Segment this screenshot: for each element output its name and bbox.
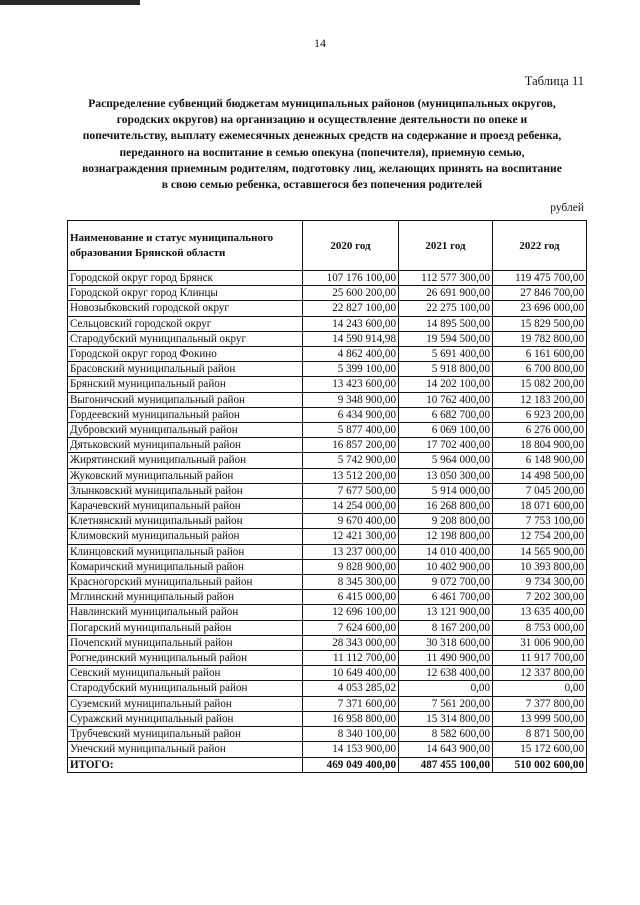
cell-name: Жуковский муниципальный район [68, 468, 303, 483]
cell-name: Рогнединский муниципальный район [68, 651, 303, 666]
cell-2021: 11 490 900,00 [399, 651, 493, 666]
cell-2020: 16 958 800,00 [303, 711, 399, 726]
cell-2020: 10 649 400,00 [303, 666, 399, 681]
cell-name: Унечский муниципальный район [68, 742, 303, 757]
cell-2021: 9 208 800,00 [399, 514, 493, 529]
cell-name: Городской округ город Фокино [68, 347, 303, 362]
cell-2021: 14 202 100,00 [399, 377, 493, 392]
total-label: ИТОГО: [68, 757, 303, 772]
cell-2020: 13 512 200,00 [303, 468, 399, 483]
table-row [68, 544, 587, 559]
cell-2022: 6 923 200,00 [493, 407, 587, 422]
cell-2021: 22 275 100,00 [399, 301, 493, 316]
cell-2021: 5 964 000,00 [399, 453, 493, 468]
cell-2022: 13 635 400,00 [493, 605, 587, 620]
cell-2022: 23 696 000,00 [493, 301, 587, 316]
cell-2022: 15 172 600,00 [493, 742, 587, 757]
table-row [68, 666, 587, 681]
table-row [68, 499, 587, 514]
cell-name: Почепский муниципальный район [68, 635, 303, 650]
cell-2022: 12 183 200,00 [493, 392, 587, 407]
cell-2022: 6 148 900,00 [493, 453, 587, 468]
cell-2022: 14 565 900,00 [493, 544, 587, 559]
table-row [68, 286, 587, 301]
cell-2021: 0,00 [399, 681, 493, 696]
cell-2021: 14 010 400,00 [399, 544, 493, 559]
cell-2020: 14 590 914,98 [303, 331, 399, 346]
cell-2020: 25 600 200,00 [303, 286, 399, 301]
cell-name: Клетнянский муниципальный район [68, 514, 303, 529]
cell-2020: 8 345 300,00 [303, 575, 399, 590]
cell-2020: 12 696 100,00 [303, 605, 399, 620]
cell-2022: 18 804 900,00 [493, 438, 587, 453]
total-2020: 469 049 400,00 [303, 757, 399, 772]
table-row [68, 468, 587, 483]
table-row [68, 453, 587, 468]
cell-name: Жирятинский муниципальный район [68, 453, 303, 468]
cell-2022: 8 871 500,00 [493, 727, 587, 742]
table-row [68, 362, 587, 377]
table-row [68, 316, 587, 331]
cell-2020: 9 348 900,00 [303, 392, 399, 407]
cell-name: Клинцовский муниципальный район [68, 544, 303, 559]
table-row [68, 681, 587, 696]
cell-name: Красногорский муниципальный район [68, 575, 303, 590]
cell-name: Комаричский муниципальный район [68, 559, 303, 574]
cell-2020: 11 112 700,00 [303, 651, 399, 666]
cell-2021: 14 643 900,00 [399, 742, 493, 757]
cell-name: Стародубский муниципальный район [68, 681, 303, 696]
cell-2022: 14 498 500,00 [493, 468, 587, 483]
cell-2020: 7 624 600,00 [303, 620, 399, 635]
table-row [68, 742, 587, 757]
cell-2022: 7 202 300,00 [493, 590, 587, 605]
page-number: 14 [314, 36, 326, 50]
cell-2020: 28 343 000,00 [303, 635, 399, 650]
cell-2020: 5 877 400,00 [303, 423, 399, 438]
cell-2020: 14 254 000,00 [303, 499, 399, 514]
cell-2022: 0,00 [493, 681, 587, 696]
cell-2022: 15 082 200,00 [493, 377, 587, 392]
cell-2021: 17 702 400,00 [399, 438, 493, 453]
cell-2022: 11 917 700,00 [493, 651, 587, 666]
table-row [68, 377, 587, 392]
cell-2021: 112 577 300,00 [399, 271, 493, 286]
table-row [68, 347, 587, 362]
cell-name: Климовский муниципальный район [68, 529, 303, 544]
table-row [68, 711, 587, 726]
cell-name: Злынковский муниципальный район [68, 483, 303, 498]
cell-name: Городской округ город Брянск [68, 271, 303, 286]
header-2020: 2020 год [303, 221, 399, 271]
header-2022: 2022 год [493, 221, 587, 271]
cell-name: Брасовский муниципальный район [68, 362, 303, 377]
cell-2020: 9 828 900,00 [303, 559, 399, 574]
cell-2020: 14 153 900,00 [303, 742, 399, 757]
cell-2021: 10 762 400,00 [399, 392, 493, 407]
cell-2020: 6 415 000,00 [303, 590, 399, 605]
cell-name: Стародубский муниципальный округ [68, 331, 303, 346]
cell-2022: 18 071 600,00 [493, 499, 587, 514]
cell-2020: 22 827 100,00 [303, 301, 399, 316]
cell-2022: 6 161 600,00 [493, 347, 587, 362]
cell-2020: 14 243 600,00 [303, 316, 399, 331]
cell-2021: 5 914 000,00 [399, 483, 493, 498]
table-row [68, 590, 587, 605]
cell-2021: 8 167 200,00 [399, 620, 493, 635]
cell-2022: 19 782 800,00 [493, 331, 587, 346]
cell-2022: 10 393 800,00 [493, 559, 587, 574]
cell-2022: 15 829 500,00 [493, 316, 587, 331]
table-row [68, 559, 587, 574]
cell-2020: 4 862 400,00 [303, 347, 399, 362]
table-row [68, 271, 587, 286]
cell-2022: 12 754 200,00 [493, 529, 587, 544]
cell-2020: 5 742 900,00 [303, 453, 399, 468]
cell-2021: 26 691 900,00 [399, 286, 493, 301]
cell-name: Сельцовский городской округ [68, 316, 303, 331]
cell-name: Севский муниципальный район [68, 666, 303, 681]
cell-2021: 10 402 900,00 [399, 559, 493, 574]
table-row [68, 423, 587, 438]
cell-2021: 14 895 500,00 [399, 316, 493, 331]
cell-2021: 15 314 800,00 [399, 711, 493, 726]
cell-name: Суражский муниципальный район [68, 711, 303, 726]
table-row [68, 620, 587, 635]
unit-label: рублей [550, 202, 584, 214]
cell-2020: 4 053 285,02 [303, 681, 399, 696]
cell-name: Мглинский муниципальный район [68, 590, 303, 605]
table-row [68, 727, 587, 742]
cell-name: Брянский муниципальный район [68, 377, 303, 392]
table-row [68, 301, 587, 316]
cell-name: Гордеевский муниципальный район [68, 407, 303, 422]
cell-2020: 8 340 100,00 [303, 727, 399, 742]
cell-name: Выгоничский муниципальный район [68, 392, 303, 407]
cell-2020: 16 857 200,00 [303, 438, 399, 453]
header-name: Наименование и статус муниципального образования Брянской области [68, 221, 303, 271]
total-2021: 487 455 100,00 [399, 757, 493, 772]
cell-2020: 5 399 100,00 [303, 362, 399, 377]
cell-2021: 16 268 800,00 [399, 499, 493, 514]
cell-2022: 6 700 800,00 [493, 362, 587, 377]
table-row [68, 483, 587, 498]
cell-2020: 13 423 600,00 [303, 377, 399, 392]
header-2021: 2021 год [399, 221, 493, 271]
table-row [68, 696, 587, 711]
table-row [68, 575, 587, 590]
cell-2020: 7 371 600,00 [303, 696, 399, 711]
top-edge-bar [0, 0, 140, 5]
cell-2020: 9 670 400,00 [303, 514, 399, 529]
cell-2021: 6 069 100,00 [399, 423, 493, 438]
total-2022: 510 002 600,00 [493, 757, 587, 772]
header-row [68, 221, 587, 271]
cell-2022: 6 276 000,00 [493, 423, 587, 438]
table-row [68, 635, 587, 650]
table-body [68, 271, 587, 773]
table-row [68, 605, 587, 620]
cell-2021: 8 582 600,00 [399, 727, 493, 742]
cell-2021: 13 121 900,00 [399, 605, 493, 620]
cell-2021: 6 461 700,00 [399, 590, 493, 605]
cell-2021: 13 050 300,00 [399, 468, 493, 483]
table-label: Таблица 11 [524, 74, 584, 88]
cell-2020: 107 176 100,00 [303, 271, 399, 286]
document-title: Распределение субвенций бюджетам муниципальных районов (муниципальных округов, городских округов) на организацию и осуществление деятельности по опеке и попечительству, выплату ежемесячных денежных средств на содержание и проезд ребенка, переданного на воспитание в семью опекуна (попечителя), приемную семью, вознаграждения приемным родителям, подготовку лиц, желающих принять на воспитание в свою семью ребенка, оставшегося без попечения родителей [82, 97, 562, 192]
cell-2022: 9 734 300,00 [493, 575, 587, 590]
cell-name: Дятьковский муниципальный район [68, 438, 303, 453]
cell-name: Карачевский муниципальный район [68, 499, 303, 514]
cell-2021: 12 638 400,00 [399, 666, 493, 681]
cell-2022: 8 753 000,00 [493, 620, 587, 635]
cell-2020: 6 434 900,00 [303, 407, 399, 422]
total-row [68, 757, 587, 772]
cell-name: Суземский муниципальный район [68, 696, 303, 711]
cell-2020: 13 237 000,00 [303, 544, 399, 559]
cell-2021: 5 918 800,00 [399, 362, 493, 377]
table-row [68, 514, 587, 529]
cell-name: Погарский муниципальный район [68, 620, 303, 635]
cell-name: Навлинский муниципальный район [68, 605, 303, 620]
cell-2020: 7 677 500,00 [303, 483, 399, 498]
cell-2022: 31 006 900,00 [493, 635, 587, 650]
table-row [68, 529, 587, 544]
table-row [68, 407, 587, 422]
cell-2021: 5 691 400,00 [399, 347, 493, 362]
cell-2021: 12 198 800,00 [399, 529, 493, 544]
cell-2021: 7 561 200,00 [399, 696, 493, 711]
cell-2021: 9 072 700,00 [399, 575, 493, 590]
table-row [68, 392, 587, 407]
cell-2020: 12 421 300,00 [303, 529, 399, 544]
subvention-table [67, 220, 587, 773]
cell-2022: 7 377 800,00 [493, 696, 587, 711]
cell-2022: 27 846 700,00 [493, 286, 587, 301]
cell-2021: 6 682 700,00 [399, 407, 493, 422]
cell-2022: 13 999 500,00 [493, 711, 587, 726]
cell-2022: 119 475 700,00 [493, 271, 587, 286]
cell-2021: 19 594 500,00 [399, 331, 493, 346]
table-row [68, 651, 587, 666]
table-row [68, 438, 587, 453]
cell-name: Городской округ город Клинцы [68, 286, 303, 301]
cell-2022: 7 753 100,00 [493, 514, 587, 529]
cell-2021: 30 318 600,00 [399, 635, 493, 650]
cell-name: Трубчевский муниципальный район [68, 727, 303, 742]
cell-2022: 12 337 800,00 [493, 666, 587, 681]
cell-name: Дубровский муниципальный район [68, 423, 303, 438]
cell-2022: 7 045 200,00 [493, 483, 587, 498]
cell-name: Новозыбковский городской округ [68, 301, 303, 316]
table-row [68, 331, 587, 346]
